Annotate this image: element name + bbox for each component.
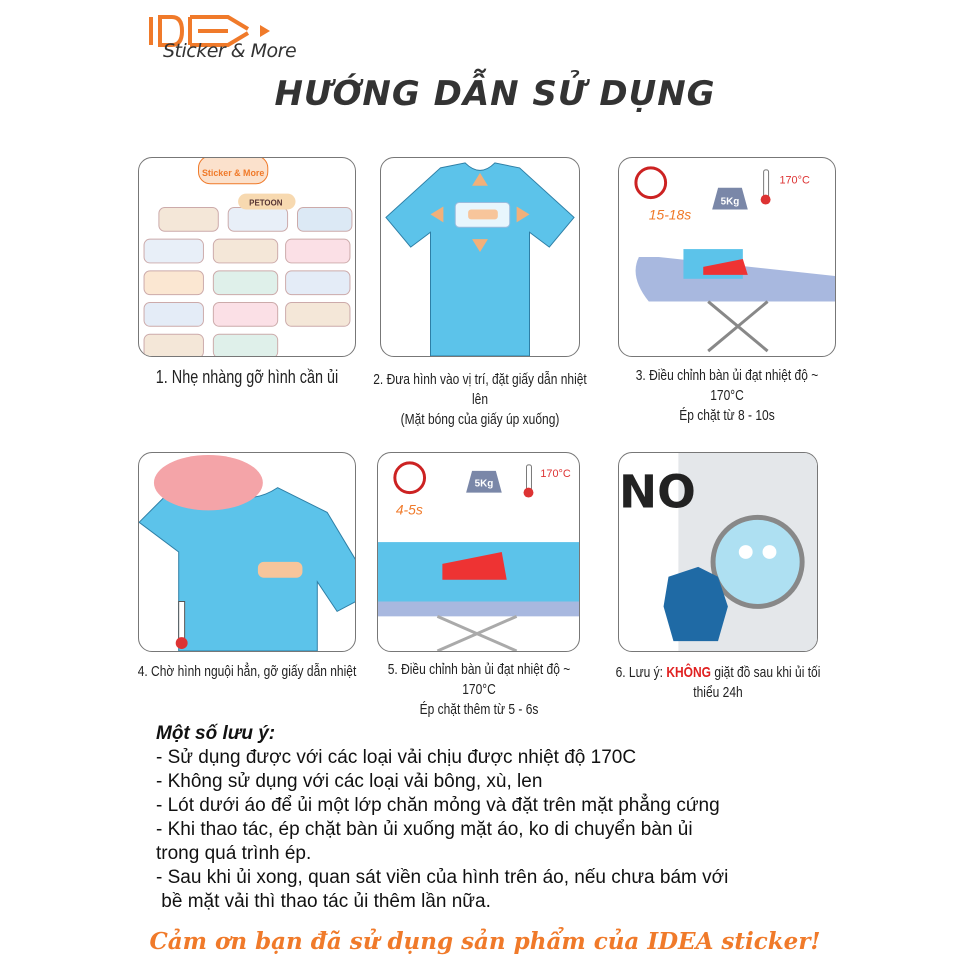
step-6-caption-post: giặt đồ sau khi ủi tối thiểu 24h — [693, 664, 821, 701]
timer-label: 15-18s — [648, 206, 692, 223]
step-6-caption-pre: 6. Lưu ý: — [615, 664, 667, 681]
step-6-illustration — [618, 452, 818, 652]
note-item: - Không sử dụng với các loại vải bông, xù, len — [156, 771, 543, 792]
note-item: bề mặt vải thì thao tác ủi thêm lần nữa. — [156, 891, 491, 912]
step-2-caption-line2: (Mặt bóng của giấy úp xuống) — [400, 411, 560, 428]
step-5-caption-line1: 5. Điều chỉnh bàn ủi đạt nhiệt độ ~ 170°C — [387, 661, 571, 698]
step-3-caption-line2: Ép chặt từ 8 - 10s — [679, 407, 775, 424]
mini-logo-text: Sticker & More — [201, 167, 265, 178]
notes-heading: Một số lưu ý: — [156, 723, 276, 744]
note-item: - Sử dụng được với các loại vải chịu được nhiệt độ 170C — [156, 747, 637, 768]
step-5-illustration — [377, 452, 580, 652]
step-2-caption-line1: 2. Đưa hình vào vị trí, đặt giấy dẫn nhiệt lên — [373, 371, 587, 408]
thank-you-message: Cảm ơn bạn đã sử dụng sản phẩm của IDEA sticker! — [149, 928, 821, 955]
weight-label: 5Kg — [474, 478, 494, 490]
step-6-caption-warning: KHÔNG — [666, 664, 711, 681]
note-item: - Khi thao tác, ép chặt bàn ủi xuống mặt áo, ko di chuyển bàn ủi — [156, 819, 693, 840]
step-4-illustration — [138, 452, 356, 652]
note-item: trong quá trình ép. — [156, 843, 312, 864]
step-3-caption — [624, 366, 830, 426]
step-2-caption — [368, 370, 592, 430]
brand-tagline: Sticker & More — [163, 40, 297, 62]
timer-label: 4-5s — [395, 501, 423, 518]
note-item: - Sau khi ủi xong, quan sát viền của hình trên áo, nếu chưa bám với — [156, 867, 729, 888]
step-6-caption — [614, 663, 822, 703]
step-1-illustration — [138, 157, 356, 357]
temp-label: 170°C — [540, 467, 571, 480]
sticker-label: PETOON — [249, 198, 283, 208]
notes-section — [156, 722, 728, 914]
step-5-caption — [374, 660, 584, 720]
page-title: HƯỚNG DẪN SỬ DỤNG — [274, 74, 716, 114]
step-2-illustration — [380, 157, 580, 357]
no-text: NO — [619, 465, 696, 519]
note-item: - Lót dưới áo để ủi một lớp chăn mỏng và đặt trên mặt phẳng cứng — [156, 795, 720, 816]
step-4-caption: 4. Chờ hình nguội hẳn, gỡ giấy dẫn nhiệt — [137, 663, 357, 680]
step-3-illustration — [618, 157, 836, 357]
step-3-caption-line1: 3. Điều chỉnh bàn ủi đạt nhiệt độ ~ 170°C — [635, 367, 819, 404]
step-1-caption: 1. Nhẹ nhàng gỡ hình cần ủi — [155, 367, 339, 387]
step-5-caption-line2: Ép chặt thêm từ 5 - 6s — [419, 701, 539, 718]
weight-label: 5Kg — [720, 196, 740, 208]
temp-label: 170°C — [779, 174, 810, 187]
